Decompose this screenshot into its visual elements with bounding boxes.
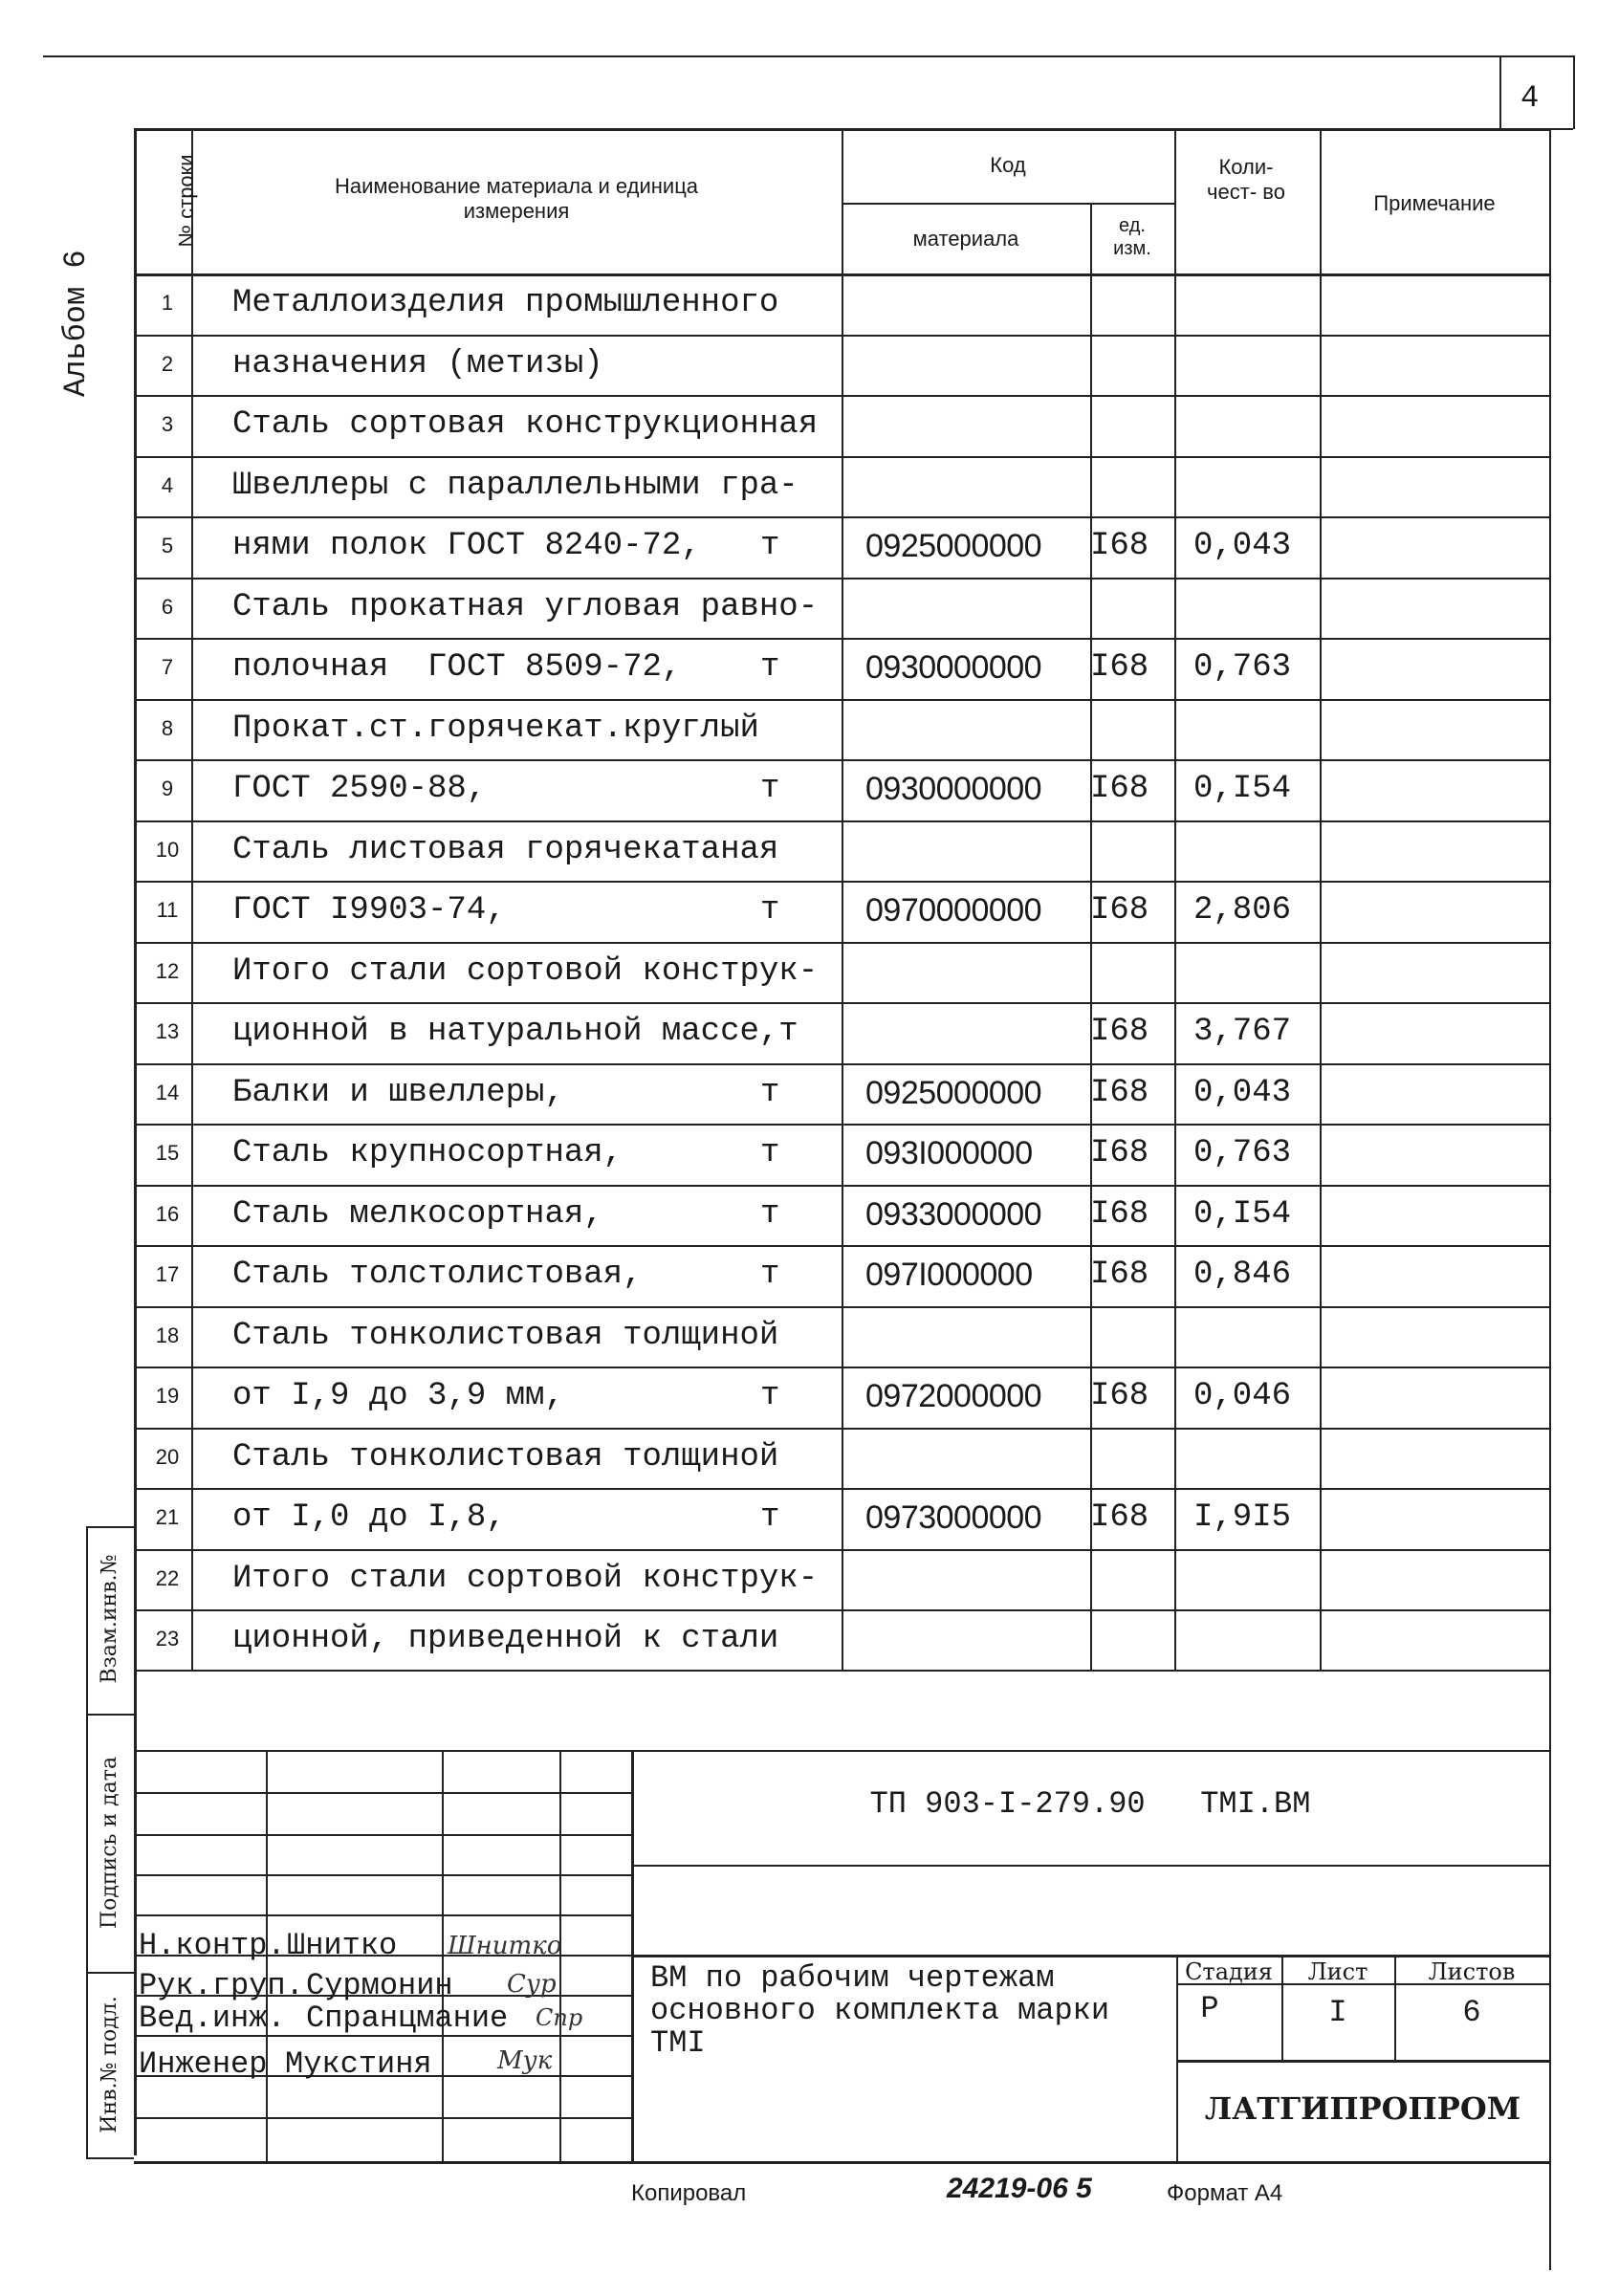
header-code: Код: [990, 153, 1026, 177]
row-unit: т: [760, 1499, 780, 1536]
person-3-role: Вед.инж.: [139, 2001, 286, 2036]
footer-number: 24219-06 5: [947, 2173, 1092, 2204]
row-material-code: 0972000000: [865, 1378, 1042, 1414]
row-quantity: 3,767: [1193, 1014, 1292, 1050]
header-bottom: [134, 273, 1549, 276]
person-3-signature: Спр: [536, 2004, 583, 2031]
row-material-name: Швеллеры с параллельными гра-: [232, 467, 799, 504]
row-material-name: ГОСТ I9903-74,: [232, 892, 506, 929]
table-bottom: [134, 1670, 1549, 1672]
row-unit: т: [760, 528, 780, 564]
sheet-label: Лист: [1307, 1958, 1368, 1985]
row-material-name: ционной, приведенной к стали: [232, 1621, 779, 1657]
row-number: 7: [161, 655, 174, 679]
stage-label: Стадия: [1185, 1958, 1273, 1985]
row-number: 18: [155, 1323, 180, 1347]
row-unit-code: I68: [1090, 771, 1149, 807]
row-material-name: Балки и швеллеры,: [232, 1074, 564, 1111]
row-line: [134, 335, 1549, 337]
row-material-code: 0973000000: [865, 1499, 1042, 1536]
row-line: [134, 1488, 1549, 1490]
row-unit-code: I68: [1090, 892, 1149, 929]
row-number: 13: [155, 1019, 180, 1043]
row-line: [134, 395, 1549, 397]
code-subheader-line: [842, 203, 1174, 205]
row-material-code: 0925000000: [865, 528, 1042, 564]
row-material-name: Сталь прокатная угловая равно-: [232, 588, 819, 625]
header-quantity: Коли- чест- во: [1207, 155, 1285, 204]
sheet-value: I: [1328, 1995, 1347, 2030]
label-podpis-data: Подпись и дата: [98, 1756, 121, 1930]
row-material-name: нями полок ГОСТ 8240-72,: [232, 528, 701, 564]
doc-code: ТП 903-I-279.90 ТМI.ВМ: [869, 1786, 1311, 1822]
row-unit-code: I68: [1090, 1378, 1149, 1414]
row-material-name: Сталь толстолистовая,: [232, 1257, 643, 1293]
header-code-material: материала: [912, 227, 1019, 251]
row-number: 20: [155, 1444, 180, 1469]
col-div-qty: [1320, 128, 1322, 1670]
row-unit: т: [760, 1378, 780, 1414]
row-line: [134, 456, 1549, 458]
row-line: [134, 820, 1549, 822]
organization: ЛАТГИПРОПРОМ: [1204, 2090, 1521, 2127]
label-vzam-inv: Взам.инв.№: [98, 1554, 121, 1684]
row-number: 10: [155, 837, 180, 862]
col-div-code: [1090, 203, 1092, 1670]
row-number: 11: [156, 898, 179, 922]
row-unit-code: I68: [1090, 528, 1149, 564]
row-number: 1: [161, 291, 174, 315]
row-line: [134, 1306, 1549, 1308]
row-unit-code: I68: [1090, 1499, 1149, 1536]
row-line: [134, 1609, 1549, 1611]
person-2-signature: Сур: [507, 1970, 557, 1999]
row-quantity: 0,046: [1193, 1378, 1292, 1414]
row-quantity: 0,763: [1193, 1135, 1292, 1171]
stage-value: Р: [1200, 1991, 1219, 2026]
person-1-name: Шнитко: [287, 1928, 398, 1963]
row-line: [134, 1002, 1549, 1004]
footer-format: Формат А4: [1167, 2180, 1283, 2206]
page-number: 4: [1521, 80, 1540, 116]
row-line: [134, 578, 1549, 579]
row-material-name: Сталь крупносортная,: [232, 1135, 624, 1171]
row-unit: т: [760, 1257, 780, 1293]
row-unit-code: I68: [1090, 1074, 1149, 1111]
row-unit: т: [760, 892, 780, 929]
album-label: Альбом 6: [58, 250, 94, 397]
row-material-code: 0930000000: [865, 649, 1042, 686]
person-4-name: Мукстиня: [285, 2046, 432, 2082]
col-div-unit: [1174, 128, 1176, 1670]
person-4-signature: Мук: [497, 2046, 553, 2075]
row-quantity: 0,846: [1193, 1257, 1292, 1293]
row-material-name: Сталь листовая горячекатаная: [232, 831, 779, 868]
page-number-box-left: [1499, 55, 1501, 129]
row-number: 17: [155, 1262, 180, 1286]
row-number: 8: [161, 715, 174, 740]
description: ВМ по рабочим чертежам основного комплекта марки ТМI: [650, 1960, 1110, 2061]
row-material-name: ционной в натуральной массе,т: [232, 1014, 799, 1050]
row-line: [134, 1428, 1549, 1430]
stamp-col-left: [86, 1526, 88, 2157]
header-name: Наименование материала и единица измерения: [334, 174, 699, 223]
row-unit: т: [760, 649, 780, 686]
row-material-name: ГОСТ 2590-88,: [232, 771, 487, 807]
row-quantity: I,9I5: [1193, 1499, 1292, 1536]
row-line: [134, 699, 1549, 701]
row-unit: т: [760, 1074, 780, 1111]
row-quantity: 0,I54: [1193, 1195, 1292, 1233]
row-quantity: 0,043: [1193, 1074, 1292, 1111]
row-material-code: 093I000000: [865, 1135, 1033, 1171]
row-material-name: от I,9 до 3,9 мм,: [232, 1378, 564, 1414]
row-number: 5: [161, 534, 174, 558]
row-number: 21: [155, 1505, 180, 1529]
sheets-label: Листов: [1428, 1958, 1516, 1985]
row-number: 2: [161, 351, 174, 376]
row-number: 14: [155, 1080, 180, 1104]
label-inv-podl: Инв.№ подл.: [98, 1996, 121, 2133]
person-4-role: Инженер: [139, 2046, 268, 2082]
row-line: [134, 881, 1549, 883]
row-material-name: Сталь мелкосортная,: [232, 1195, 603, 1233]
row-line: [134, 759, 1549, 761]
row-line: [134, 1124, 1549, 1126]
row-quantity: 2,806: [1193, 892, 1292, 929]
stamp-div-1: [86, 1714, 134, 1716]
row-line: [134, 638, 1549, 640]
row-unit: т: [760, 1195, 780, 1233]
row-number: 16: [155, 1201, 180, 1226]
row-material-code: 0925000000: [865, 1074, 1042, 1111]
row-material-name: полочная ГОСТ 8509-72,: [232, 649, 682, 686]
row-quantity: 0,763: [1193, 649, 1292, 686]
footer-copied: Копировал: [631, 2180, 747, 2206]
row-material-name: от I,0 до I,8,: [232, 1499, 506, 1536]
row-number: 4: [161, 472, 174, 497]
row-material-code: 0930000000: [865, 771, 1042, 807]
row-line: [134, 1549, 1549, 1551]
row-material-name: Итого стали сортовой конструк-: [232, 952, 819, 990]
row-material-code: 0970000000: [865, 892, 1042, 929]
row-unit-code: I68: [1090, 1135, 1149, 1171]
row-material-name: назначения (метизы): [232, 345, 603, 383]
row-line: [134, 1367, 1549, 1368]
row-unit-code: I68: [1090, 1195, 1149, 1233]
row-line: [134, 1245, 1549, 1247]
row-quantity: 0,043: [1193, 528, 1292, 564]
person-2-name: Сурмонин: [306, 1968, 453, 2003]
row-unit-code: I68: [1090, 1014, 1149, 1050]
col-div-name: [842, 128, 843, 1670]
row-number: 9: [161, 776, 174, 800]
row-material-name: Сталь тонколистовая толщиной: [232, 1317, 779, 1354]
row-material-name: Металлоизделия промышленного: [232, 285, 779, 321]
person-1-signature: Шнитко: [448, 1932, 562, 1960]
row-number: 23: [155, 1627, 180, 1651]
header-note: Примечание: [1373, 191, 1496, 215]
person-1-role: Н.контр.: [139, 1928, 286, 1963]
row-line: [134, 1185, 1549, 1187]
row-number: 15: [155, 1141, 180, 1165]
row-number: 3: [161, 412, 174, 436]
row-unit: т: [760, 1135, 780, 1171]
row-material-name: Прокат.ст.горячекат.круглый: [232, 710, 759, 747]
row-line: [134, 516, 1549, 518]
row-material-code: 0933000000: [865, 1195, 1042, 1233]
row-unit-code: I68: [1090, 649, 1149, 686]
row-material-name: Сталь тонколистовая толщиной: [232, 1438, 779, 1476]
row-number: 22: [155, 1565, 180, 1590]
top-border: [43, 55, 1573, 57]
row-number: 12: [155, 958, 180, 983]
sheets-value: 6: [1462, 1995, 1481, 2030]
row-material-code: 097I000000: [865, 1257, 1033, 1293]
row-line: [134, 942, 1549, 944]
person-2-role: Рук.груп.: [139, 1968, 304, 2003]
row-unit: т: [760, 771, 780, 807]
page-number-box-right: [1573, 55, 1575, 129]
row-line: [134, 1063, 1549, 1065]
col-div-rownum: [191, 128, 193, 1670]
stamp-bottom: [86, 2157, 134, 2159]
header-row-no: № строки: [174, 154, 198, 248]
row-material-name: Сталь сортовая конструкционная: [232, 406, 819, 443]
right-edge: [1549, 128, 1551, 2270]
row-unit-code: I68: [1090, 1257, 1149, 1293]
person-3-name: Спранцмание: [306, 2001, 509, 2036]
row-quantity: 0,I54: [1193, 771, 1292, 807]
row-number: 6: [161, 594, 174, 619]
row-material-name: Итого стали сортовой конструк-: [232, 1560, 819, 1597]
header-code-unit: ед. изм.: [1113, 215, 1151, 259]
row-number: 19: [155, 1384, 180, 1408]
